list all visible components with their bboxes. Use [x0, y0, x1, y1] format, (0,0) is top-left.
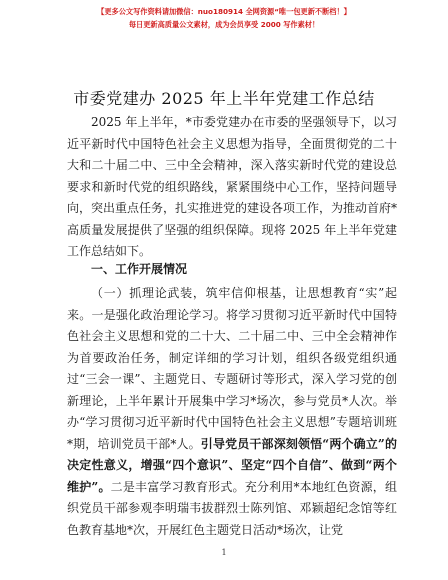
section-paragraph-text — [67, 283, 397, 541]
promo-banner-line-1: 【更多公文写作资料请加微信：nuo180914 全网资源“唯一包更新不断档！】 — [97, 7, 351, 16]
section-heading: 一、工作开展情况 — [91, 262, 188, 276]
document-title: 市委党建办 2025 年上半年党建工作总结 — [73, 89, 375, 108]
paragraph-text-part-1: （一）抓理论武装，筑牢信仰根基，让思想教育“实”起来。一是强化政治理论学习。将学习贯彻习近平新时代中国特色社会主义思想和党的二十大、二十届二中、三中全会精神作为首要政治任务，制定详细的学习计划，组织各级党组织通过“三会一课”、主题党日、专题研讨等形式，深入学习党的创新理论，上半年累计开展集中学习*场次，参与党员*人次。举办“学习贯彻习近平新时代中国特色社会主义思想”专题培训班*期，培训党员干部*人。 — [67, 286, 397, 451]
paragraph-bold-text: 引导党员干部深刻领悟“两个确立”的决定性意义，增强“四个意识”、坚定“四个自信”、做到“两个维护”。 — [67, 436, 397, 494]
paragraph-text-part-2: 二是丰富学习教育形式。充分利用*本地红色资源，组织党员干部参观李明瑞韦拔群烈士陈列馆、邓颖超纪念馆等红色教育基地*次，开展红色主题党日活动*场次，让党 — [67, 479, 397, 537]
promo-banner-line-2: 每日更新高质量公文素材，成为会员享受 2000 写作素材！ — [128, 20, 320, 29]
section-paragraph — [67, 283, 397, 541]
intro-paragraph — [67, 112, 397, 263]
page-number: 1 — [221, 548, 227, 557]
intro-text: 2025 年上半年，*市委党建办在市委的坚强领导下，以习近平新时代中国特色社会主义思想为指导，全面贯彻党的二十大和二十届二中、三中全会精神，深入落实新时代党的建设总要求和新时代党的组织路线，紧紧围绕中心工作，坚持问题导向，突出重点任务，扎实推进党的建设各项工作，为推动首府*高质量发展提供了坚强的组织保障。现将 2025 年上半年党建工作总结如下。 — [67, 115, 398, 258]
